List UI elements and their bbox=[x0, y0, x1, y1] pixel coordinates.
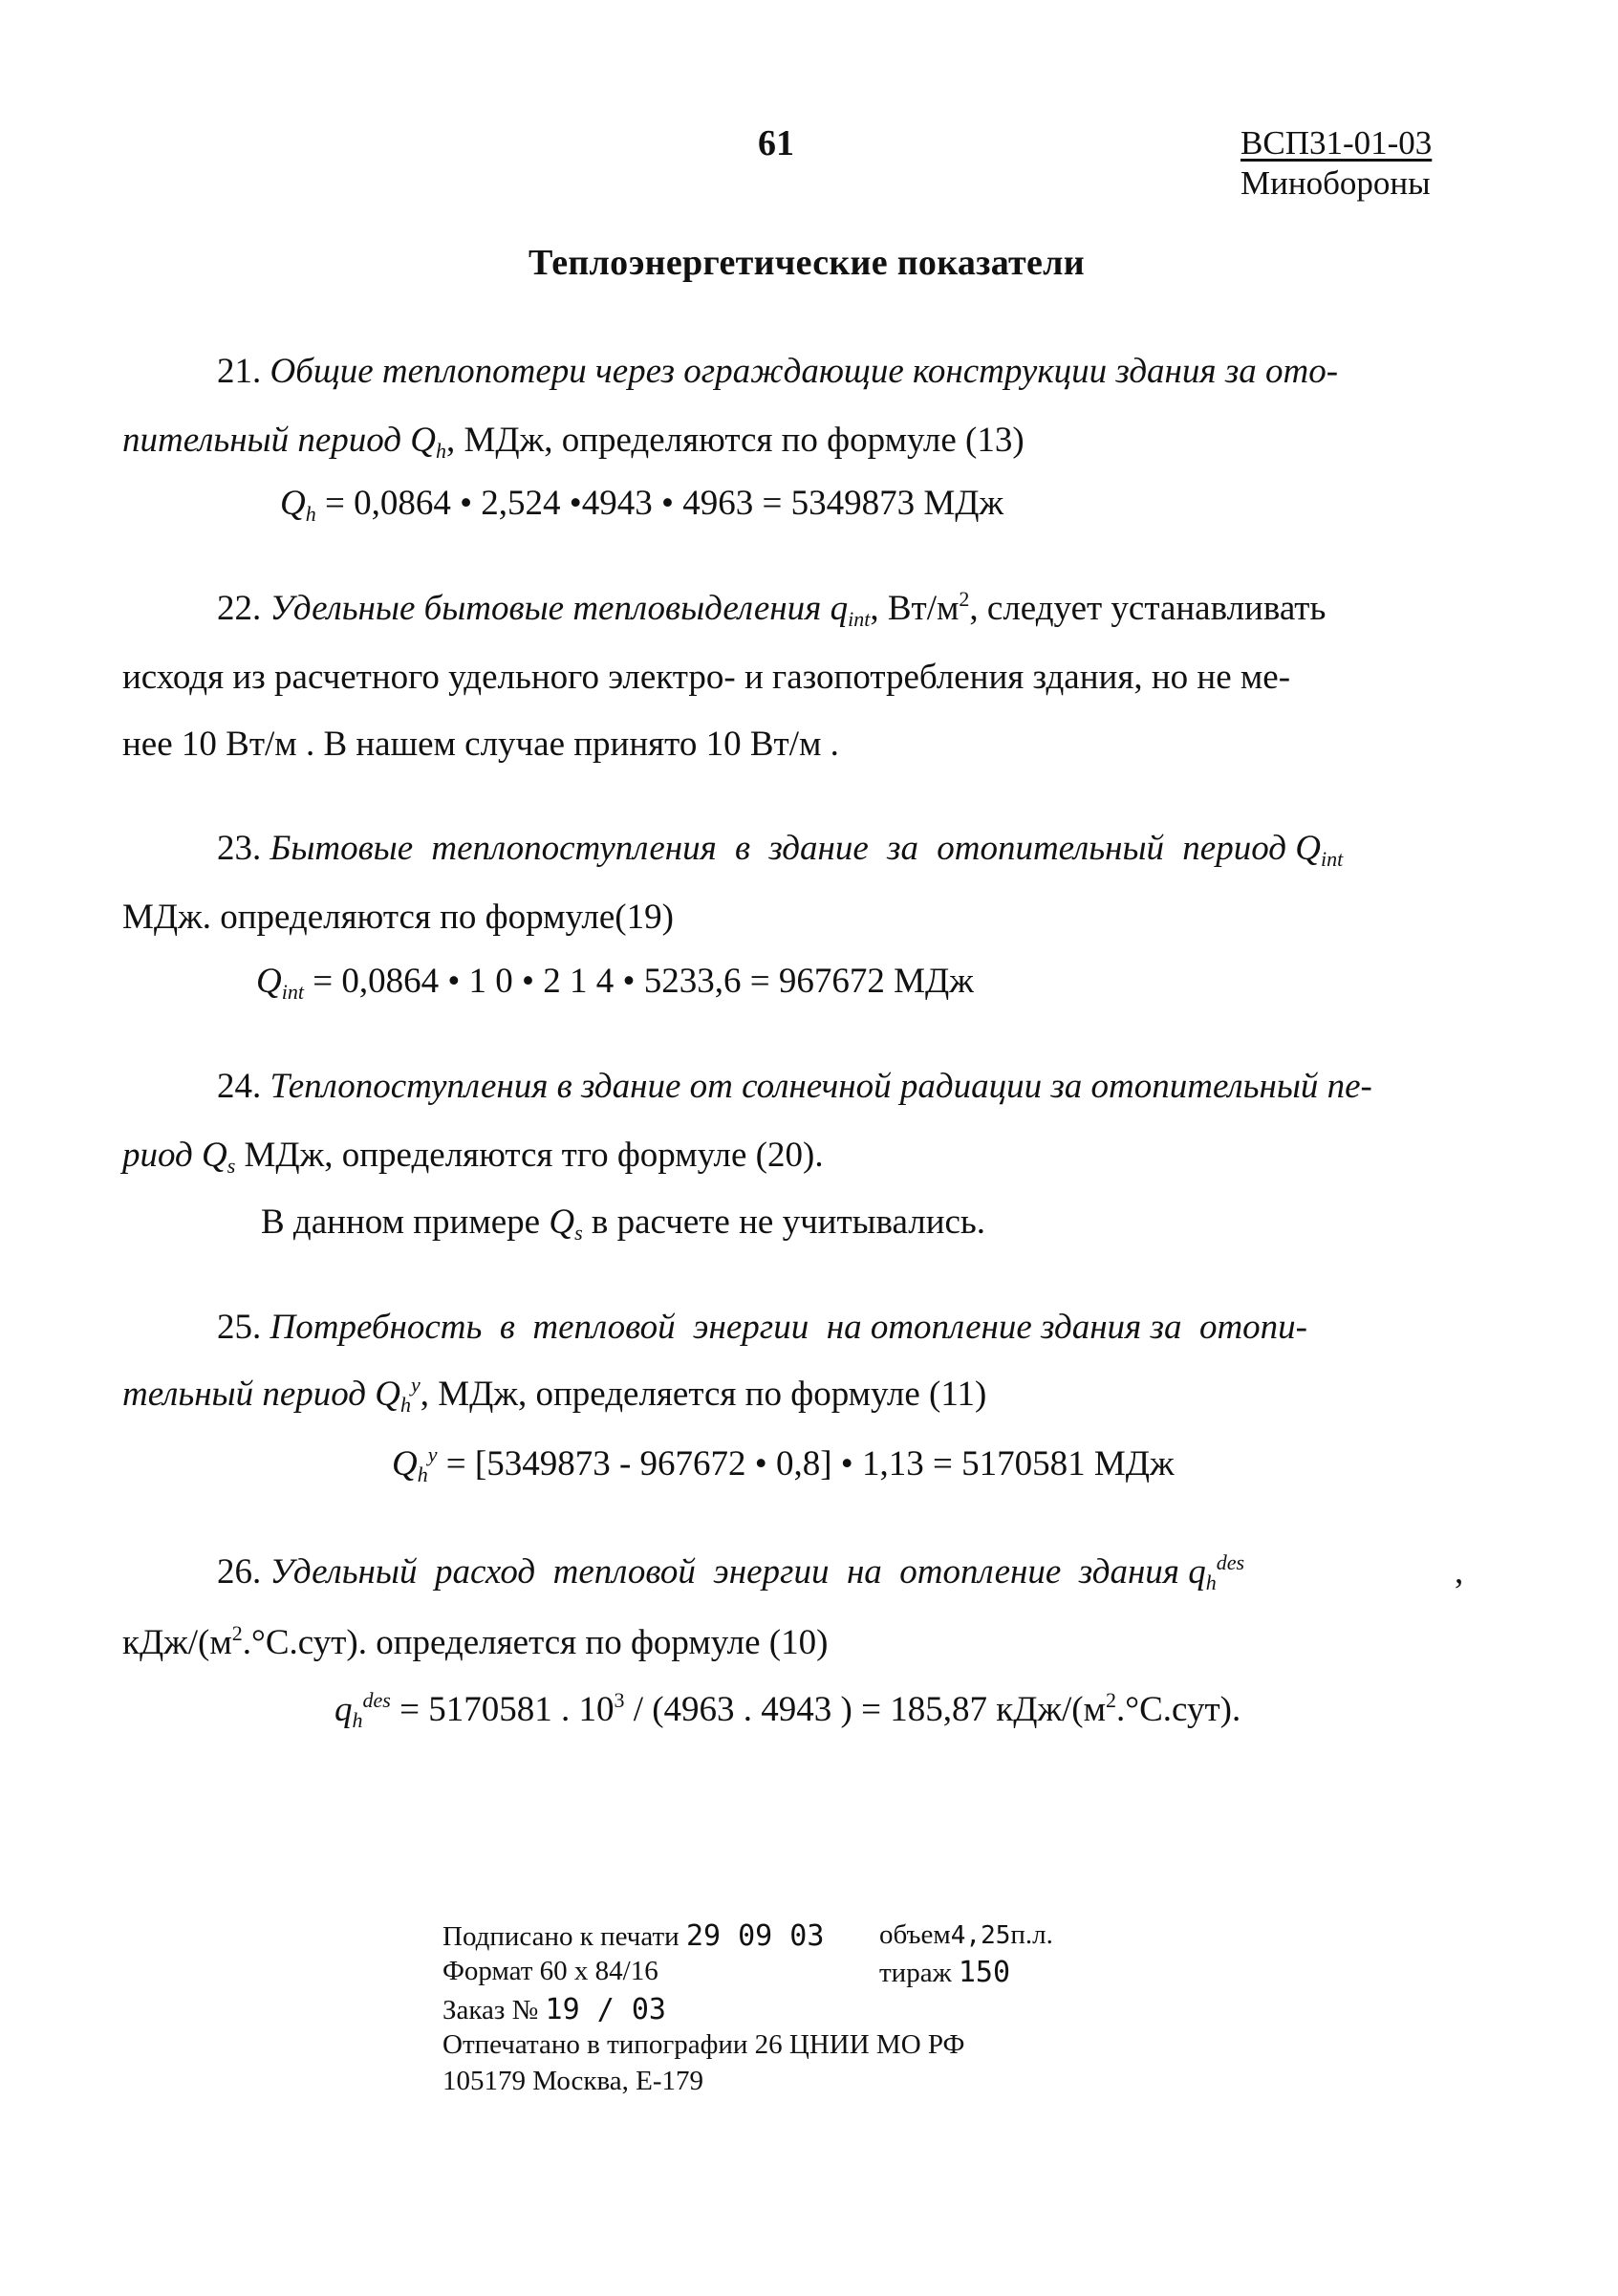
item-text: Теплопоступления в здание от солнечной радиации за отопительный пе- bbox=[270, 1067, 1372, 1106]
symbol-superscript: des bbox=[1216, 1550, 1245, 1574]
formula-subscript: h bbox=[305, 502, 316, 526]
formula-exponent: 2 bbox=[1106, 1688, 1117, 1712]
item-text: Потребность в тепловой энергии на отопление здания за отопи- bbox=[270, 1308, 1307, 1347]
formula-symbol: Q bbox=[280, 484, 306, 523]
item-text: .°С.сут). определяется по формуле (10) bbox=[242, 1623, 829, 1662]
imprint-order bbox=[442, 1993, 666, 2026]
item-24-line-3 bbox=[261, 1202, 985, 1243]
item-26-line-1 bbox=[217, 1551, 1244, 1592]
formula-expression: = 0,0864 • 2,524 •4943 • 4963 = 5349873 МДж bbox=[315, 484, 1004, 523]
symbol-subscript: s bbox=[227, 1154, 236, 1178]
formula-exponent: 3 bbox=[614, 1688, 625, 1712]
formula-expression: .°С.сут). bbox=[1116, 1690, 1241, 1729]
symbol-subscript: int bbox=[848, 607, 871, 631]
imprint-order-label: Заказ № bbox=[442, 1995, 539, 2025]
item-number: 25. bbox=[217, 1308, 262, 1347]
symbol: Q bbox=[375, 1375, 400, 1414]
imprint-volume bbox=[879, 1919, 1053, 1951]
symbol-subscript: h bbox=[400, 1393, 411, 1417]
item-21-line-2 bbox=[122, 420, 1025, 461]
imprint-signed bbox=[442, 1919, 824, 1953]
formula-symbol: Q bbox=[392, 1444, 418, 1484]
unit: , Вт/м bbox=[870, 589, 960, 628]
formula-expression: = 5170581 . 10 bbox=[390, 1690, 615, 1729]
formula-subscript: h bbox=[352, 1708, 363, 1732]
formula-symbol: q bbox=[334, 1690, 353, 1729]
symbol-subscript: h bbox=[1205, 1570, 1217, 1594]
symbol-subscript: h bbox=[436, 439, 446, 463]
symbol-subscript: int bbox=[1320, 847, 1344, 871]
item-number: 26. bbox=[217, 1552, 262, 1592]
item-25-line-1 bbox=[217, 1307, 1307, 1348]
formula-subscript: h bbox=[417, 1462, 428, 1486]
imprint-printed-at: Отпечатано в типографии 26 ЦНИИ МО РФ bbox=[442, 2029, 965, 2060]
item-25-line-2 bbox=[122, 1374, 986, 1415]
symbol-subscript: s bbox=[574, 1221, 583, 1245]
imprint-volume-label: объем bbox=[879, 1919, 951, 1950]
item-23-line-2: МДж. определяются по формуле(19) bbox=[122, 898, 674, 937]
item-26-trailing-comma: , bbox=[1455, 1552, 1464, 1592]
item-23-line-1 bbox=[217, 828, 1343, 869]
item-text: Удельные бытовые тепловыделения bbox=[270, 589, 822, 628]
imprint-order-value: 19 / 03 bbox=[545, 1993, 666, 2026]
symbol: Q bbox=[549, 1202, 575, 1242]
item-22-line-3: нее 10 Вт/м . В нашем случае принято 10 Вт/м . bbox=[122, 725, 839, 764]
item-number: 22. bbox=[217, 589, 262, 628]
formula-superscript: y bbox=[427, 1442, 438, 1466]
item-22-line-1 bbox=[217, 588, 1326, 629]
formula-superscript: des bbox=[362, 1688, 391, 1712]
superscript: 2 bbox=[231, 1621, 243, 1645]
item-text: Бытовые теплопоступления в здание за отопительный период bbox=[270, 829, 1286, 868]
document-code: ВСП31-01-03 bbox=[1240, 124, 1433, 162]
item-24-line-1 bbox=[217, 1066, 1372, 1107]
item-text: МДж, определяются тго формуле (20). bbox=[235, 1136, 824, 1175]
formula-23 bbox=[256, 961, 974, 1002]
symbol: Q bbox=[1295, 829, 1321, 868]
item-text: риод bbox=[122, 1136, 193, 1175]
item-text: в расчете не учитывались. bbox=[582, 1202, 986, 1242]
symbol: Q bbox=[201, 1136, 227, 1175]
document-organization: Минобороны bbox=[1240, 164, 1431, 202]
formula-subscript: int bbox=[281, 980, 304, 1004]
item-text: кДж/(м bbox=[122, 1623, 232, 1662]
imprint-volume-value: 4,25 bbox=[950, 1921, 1011, 1950]
item-number: 24. bbox=[217, 1067, 262, 1106]
formula-26 bbox=[334, 1689, 1240, 1730]
imprint-format: Формат 60 х 84/16 bbox=[442, 1956, 658, 1986]
imprint-volume-unit: п.л. bbox=[1010, 1919, 1053, 1950]
formula-expression: = 0,0864 • 1 0 • 2 1 4 • 5233,6 = 967672 МДж bbox=[303, 962, 974, 1001]
item-text: тельный период bbox=[122, 1375, 367, 1414]
item-26-line-2 bbox=[122, 1622, 828, 1663]
item-text: В данном примере bbox=[261, 1202, 550, 1242]
formula-expression: / (4963 . 4943 ) = 185,87 кДж/(м bbox=[624, 1690, 1107, 1729]
symbol: Q bbox=[410, 421, 436, 460]
imprint-address: 105179 Москва, Е-179 bbox=[442, 2066, 704, 2096]
symbol-superscript: y bbox=[411, 1373, 421, 1397]
item-number: 21. bbox=[217, 352, 262, 391]
imprint-print-run bbox=[879, 1956, 1010, 1989]
formula-expression: = [5349873 - 967672 • 0,8] • 1,13 = 5170581 МДж bbox=[437, 1444, 1175, 1484]
item-21-line-1 bbox=[217, 351, 1338, 392]
item-number: 23. bbox=[217, 829, 262, 868]
item-24-line-2 bbox=[122, 1135, 824, 1176]
formula-21 bbox=[280, 483, 1003, 524]
item-text: пительный период bbox=[122, 421, 402, 460]
section-title: Теплоэнергетические показатели bbox=[529, 243, 1085, 283]
unit-superscript: 2 bbox=[959, 587, 970, 611]
page-number: 61 bbox=[758, 123, 794, 163]
item-text: , МДж, определяется по формуле (11) bbox=[420, 1375, 987, 1414]
imprint-signed-date: 29 09 03 bbox=[685, 1919, 825, 1953]
item-text: Общие теплопотери через ограждающие конструкции здания за ото- bbox=[270, 352, 1339, 391]
imprint-print-run-value: 150 bbox=[958, 1956, 1011, 1989]
symbol: q bbox=[1188, 1552, 1206, 1592]
symbol: q bbox=[830, 589, 849, 628]
imprint-print-run-label: тираж bbox=[879, 1958, 952, 1988]
item-text: Удельный расход тепловой энергии на отопление здания bbox=[270, 1552, 1180, 1592]
item-text: , МДж, определяются по формуле (13) bbox=[446, 421, 1025, 460]
imprint-signed-label: Подписано к печати bbox=[442, 1921, 680, 1952]
item-text: , следует устанавливать bbox=[969, 589, 1327, 628]
formula-symbol: Q bbox=[256, 962, 282, 1001]
item-22-line-2: исходя из расчетного удельного электро- и газопотребления здания, но не ме- bbox=[122, 658, 1291, 697]
formula-25 bbox=[392, 1443, 1175, 1484]
